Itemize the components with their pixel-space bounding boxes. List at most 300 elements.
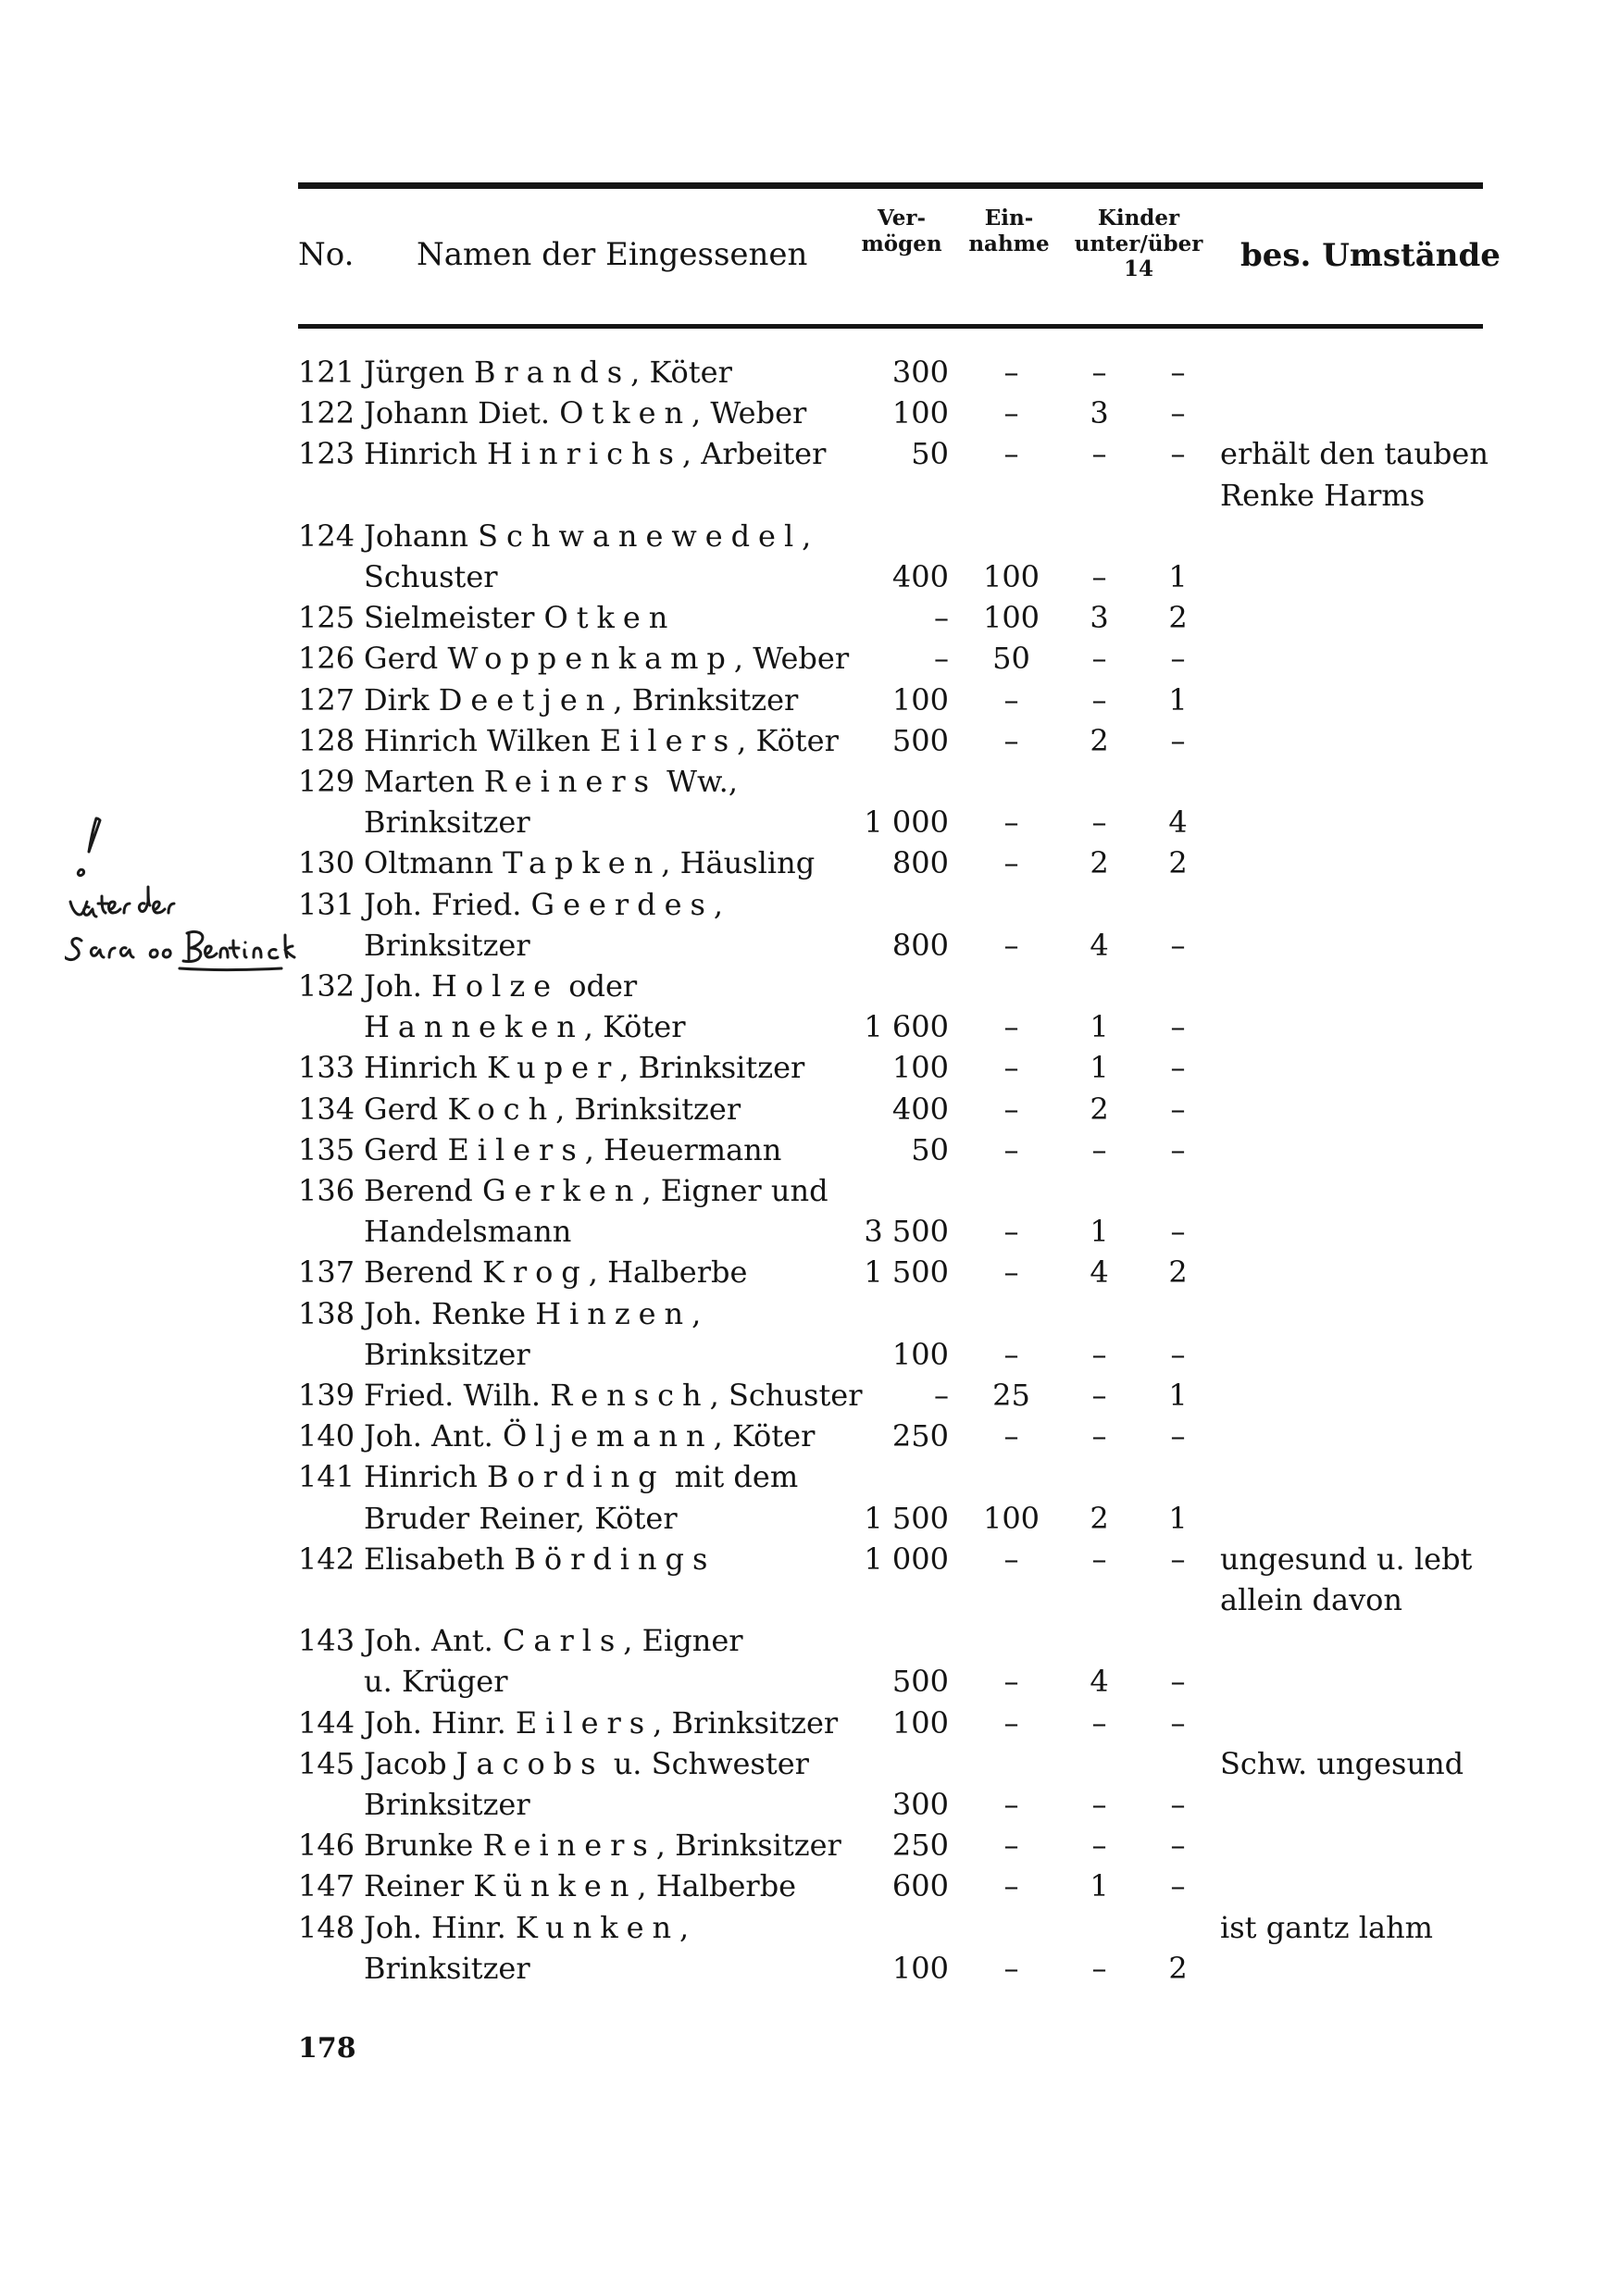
header-umstaende: bes. Umstände [1240,237,1501,274]
table-row [0,1456,1607,1497]
table-row [0,1047,1607,1088]
entry-number: 133 [298,1050,355,1086]
name-text: Gerd [364,1131,448,1167]
surname-spaced: Otken [543,600,677,636]
entry-kinder-ueber-14: – [1170,1050,1186,1086]
header-no: No. [298,236,355,273]
entry-kinder-ueber-14: – [1170,1704,1186,1741]
entry-einnahme: – [1003,1950,1019,1986]
surname-spaced: Krog [481,1254,589,1291]
name-text: Jacob [364,1745,456,1781]
surname-spaced: Rensch [550,1378,710,1413]
entry-name [364,1948,530,1989]
entry-kinder-ueber-14: – [1170,1787,1186,1822]
entry-name [364,1375,863,1416]
entry-einnahme: – [1003,845,1019,881]
entry-number: 125 [298,600,355,636]
name-text: , Halberbe [637,1868,797,1904]
surname-spaced: Bördings [514,1541,716,1577]
entry-number: 137 [298,1254,355,1291]
entry-kinder-unter-14: – [1091,805,1107,841]
surname-spaced: Holze [431,968,560,1004]
entry-number: 132 [298,968,355,1004]
entry-name [364,556,498,597]
entry-name [364,1089,741,1129]
table-row [0,1416,1607,1456]
entry-number: 128 [298,722,355,758]
name-text: Berend [364,1254,482,1291]
entry-vermoegen: 50 [911,436,949,472]
entry-kinder-unter-14: 2 [1090,845,1109,881]
table-row [0,597,1607,638]
entry-umstaende: Schw. ungesund [1220,1745,1464,1781]
entry-kinder-unter-14: – [1091,1131,1107,1167]
name-text: , Weber [691,395,807,431]
entry-name [364,720,839,761]
entry-umstaende: ungesund u. lebt [1220,1541,1473,1577]
entry-kinder-ueber-14: 2 [1168,1950,1188,1986]
name-text: Elisabeth [364,1541,515,1577]
entry-number: 134 [298,1091,355,1127]
entry-kinder-ueber-14: 1 [1168,681,1188,718]
surname-spaced: Eilers [515,1704,654,1741]
entry-einnahme: 100 [982,600,1040,636]
entry-name [364,1252,747,1292]
surname-spaced: Brands [473,355,631,390]
name-text: Fried. Wilh. [364,1378,551,1413]
entry-kinder-ueber-14: – [1170,1664,1186,1700]
entry-name [364,1539,716,1579]
name-text: , [802,518,812,554]
surname-spaced: Reiners [483,764,657,799]
entry-number: 130 [298,845,355,881]
table-row [0,393,1607,433]
entry-name [364,1661,507,1702]
entry-name [364,352,732,393]
entry-name [364,1456,798,1497]
entry-name [364,393,806,433]
table-row [0,720,1607,761]
surname-spaced: Koch [447,1091,556,1127]
entry-name [364,1170,828,1211]
entry-name [364,1047,804,1088]
name-text: Sielmeister [364,600,544,636]
name-text: , Eigner [623,1623,743,1659]
entry-vermoegen: – [934,1378,949,1413]
table-row [0,1620,1607,1661]
entry-einnahme: – [1003,1704,1019,1741]
entry-kinder-ueber-14: – [1170,1336,1186,1372]
entry-kinder-unter-14: – [1091,1541,1107,1577]
name-text: , Schuster [709,1378,863,1413]
surname-spaced: Hanneken [364,1009,584,1045]
name-text: Renke [1220,477,1325,513]
entry-kinder-unter-14: – [1091,1378,1107,1413]
entry-name [364,1416,815,1456]
name-text: Brinksitzer [364,1950,530,1986]
entry-vermoegen: 50 [911,1131,949,1167]
entry-kinder-ueber-14: 1 [1168,1378,1188,1413]
table-row [0,761,1607,802]
entry-number: 139 [298,1378,355,1413]
name-text: , Brinksitzer [619,1050,805,1086]
table-row [0,1334,1607,1375]
entry-name [364,1825,841,1866]
entry-einnahme: – [1003,1787,1019,1822]
entry-name [364,1866,796,1906]
header-vermoegen-line2: mögen [861,231,942,256]
surname-spaced: Künken [473,1868,638,1904]
entry-umstaende: allein davon [1220,1582,1403,1617]
entry-number: 147 [298,1868,355,1904]
entry-einnahme: – [1003,1050,1019,1086]
entry-einnahme: – [1003,722,1019,758]
entry-number: 138 [298,1295,355,1331]
entry-kinder-ueber-14: – [1170,927,1186,963]
entry-kinder-unter-14: – [1091,436,1107,472]
entry-name [364,1006,686,1047]
entry-kinder-unter-14: 1 [1090,1214,1109,1250]
surname-spaced: Kuper [486,1050,620,1086]
name-text: oder [559,968,638,1004]
entry-kinder-ueber-14: – [1170,722,1186,758]
name-text: Handelsmann [364,1214,572,1250]
entry-number: 123 [298,436,355,472]
entry-number: 135 [298,1131,355,1167]
entry-vermoegen: 300 [891,1787,949,1822]
entry-kinder-unter-14: – [1091,681,1107,718]
entry-name [364,597,676,638]
surname-spaced: Otken [559,395,692,431]
entry-kinder-unter-14: 1 [1090,1868,1109,1904]
entry-vermoegen: 400 [891,559,949,594]
entry-name [364,761,738,802]
entry-name [364,516,811,556]
table-row [0,1784,1607,1825]
entry-name [364,1211,571,1252]
entry-number: 129 [298,764,355,799]
table-row [0,516,1607,556]
entry-vermoegen: – [934,600,949,636]
surname-spaced: Geerdes [530,886,714,922]
name-text: , Halberbe [588,1254,748,1291]
name-text: , Arbeiter [681,436,827,472]
entry-number: 136 [298,1173,355,1208]
name-text: , Köter [737,722,839,758]
entry-kinder-unter-14: 3 [1090,600,1109,636]
header-kinder [1069,206,1208,282]
table-row [0,1539,1607,1579]
name-text: , Brinksitzer [613,681,799,718]
name-text: Marten [364,764,484,799]
table-row [0,1375,1607,1416]
entry-kinder-ueber-14: 2 [1168,600,1188,636]
entry-name [364,1293,701,1334]
name-text: Oltmann [364,845,504,881]
header-kinder-line1: Kinder [1097,206,1180,231]
name-text: u. Krüger [364,1664,508,1700]
entry-kinder-ueber-14: 4 [1168,805,1188,841]
entry-einnahme: – [1003,1009,1019,1045]
entry-einnahme: – [1003,1336,1019,1372]
header-einnahme [958,206,1060,256]
name-text: Hinrich [364,1459,487,1495]
surname-spaced: Harms [1324,477,1426,513]
entry-name [364,680,798,720]
name-text: Hinrich [364,1050,487,1086]
entry-kinder-unter-14: – [1091,1787,1107,1822]
entry-vermoegen: – [934,641,949,677]
entry-number: 143 [298,1623,355,1659]
name-text: mit dem [665,1459,799,1495]
name-text: , Häusling [661,845,816,881]
name-text: Gerd [364,1091,448,1127]
surname-spaced: Hinrichs [486,436,682,472]
entry-kinder-ueber-14: – [1170,641,1186,677]
header-vermoegen [850,206,953,256]
name-text: Berend [364,1173,482,1208]
entry-einnahme: 100 [982,1500,1040,1536]
entry-einnahme: – [1003,1868,1019,1904]
entry-kinder-ueber-14: 2 [1168,1254,1188,1291]
entry-umstaende: ist gantz lahm [1220,1909,1434,1945]
entry-einnahme: – [1003,927,1019,963]
table-row [0,1866,1607,1906]
entry-kinder-ueber-14: – [1170,1828,1186,1864]
entry-kinder-unter-14: – [1091,1950,1107,1986]
table-row [0,1579,1607,1620]
entry-einnahme: – [1003,805,1019,841]
name-text: , [713,886,724,922]
name-text: , [679,1909,690,1945]
entry-vermoegen: 1 500 [864,1254,949,1291]
surname-spaced: Carls [502,1623,624,1659]
table-row [0,1498,1607,1539]
name-text: Johann [364,518,479,554]
entry-vermoegen: 1 500 [864,1500,949,1536]
entry-einnahme: – [1003,355,1019,390]
entry-name [364,1703,838,1743]
entry-vermoegen: 100 [891,1950,949,1986]
surname-spaced: Eilers [599,722,738,758]
entry-einnahme: – [1003,1214,1019,1250]
entry-umstaende [1220,475,1425,516]
header-vermoegen-line1: Ver- [877,206,927,231]
table-row [0,1743,1607,1784]
entry-number: 126 [298,641,355,677]
entry-einnahme: 25 [992,1378,1030,1413]
name-text: , Köter [583,1009,686,1045]
table-row [0,1948,1607,1989]
header-kinder-line3: 14 [1123,256,1153,282]
entry-kinder-unter-14: – [1091,1336,1107,1372]
entry-vermoegen: 600 [891,1868,949,1904]
header-bottom-rule [298,324,1483,329]
table-row [0,638,1607,679]
name-text: Joh. Renke [364,1295,536,1331]
name-text: Joh. [364,968,432,1004]
entry-kinder-ueber-14: – [1170,1541,1186,1577]
entry-vermoegen: 800 [891,845,949,881]
entry-kinder-ueber-14: – [1170,1009,1186,1045]
entry-vermoegen: 500 [891,722,949,758]
entry-kinder-ueber-14: 1 [1168,1500,1188,1536]
entry-number: 145 [298,1745,355,1781]
name-text: Schuster [364,559,498,594]
entry-vermoegen: 300 [891,355,949,390]
entry-number: 142 [298,1541,355,1577]
surname-spaced: Schwanewedel [478,518,803,554]
entry-number: 148 [298,1909,355,1945]
surname-spaced: Kunken [515,1909,680,1945]
entry-vermoegen: 1 000 [864,1541,949,1577]
name-text: , Brinksitzer [655,1828,841,1864]
entry-einnahme: – [1003,1828,1019,1864]
table-row [0,1211,1607,1252]
entry-kinder-unter-14: – [1091,1704,1107,1741]
entry-number: 141 [298,1459,355,1495]
entry-kinder-unter-14: 2 [1090,722,1109,758]
name-text: , Weber [733,641,850,677]
entry-vermoegen: 1 000 [864,805,949,841]
table-row [0,680,1607,720]
entry-kinder-unter-14: – [1091,641,1107,677]
entry-name [364,842,815,883]
name-text: Brinksitzer [364,927,530,963]
table-row [0,475,1607,516]
table-row [0,556,1607,597]
surname-spaced: Hinzen [535,1295,692,1331]
entry-number: 131 [298,886,355,922]
entry-name [364,1743,809,1784]
surname-spaced: Eilers [447,1131,585,1167]
page-number: 178 [298,2032,356,2065]
name-text: u. Schwester [604,1745,809,1781]
entry-kinder-ueber-14: – [1170,355,1186,390]
entry-kinder-ueber-14: – [1170,1214,1186,1250]
name-text: Hinrich Wilken [364,722,600,758]
entry-vermoegen: 250 [891,1828,949,1864]
entry-vermoegen: 3 500 [864,1214,949,1250]
entry-einnahme: – [1003,1254,1019,1291]
name-text: Joh. Ant. [364,1418,503,1454]
entry-vermoegen: 800 [891,927,949,963]
entry-name [364,966,637,1006]
entry-name [364,1620,743,1661]
entry-kinder-ueber-14: – [1170,436,1186,472]
entry-vermoegen: 100 [891,1704,949,1741]
entry-name [364,884,723,925]
entry-einnahme: – [1003,436,1019,472]
entry-name [364,1784,530,1825]
table-row [0,1089,1607,1129]
entry-vermoegen: 100 [891,1050,949,1086]
surname-spaced: Bording [486,1459,666,1495]
entry-number: 144 [298,1704,355,1741]
surname-spaced: Tapken [503,845,662,881]
name-text: Jürgen [364,355,474,390]
entry-kinder-unter-14: 4 [1090,1254,1109,1291]
entry-kinder-unter-14: – [1091,1418,1107,1454]
table-row [0,1703,1607,1743]
entry-kinder-unter-14: 1 [1090,1009,1109,1045]
entry-name [364,802,530,842]
entry-number: 140 [298,1418,355,1454]
entry-vermoegen: 100 [891,681,949,718]
entry-kinder-ueber-14: – [1170,1868,1186,1904]
entry-umstaende: erhält den tauben [1220,436,1489,472]
table-row [0,1170,1607,1211]
entry-einnahme: 50 [992,641,1030,677]
name-text: Brunke [364,1828,483,1864]
table-row [0,1661,1607,1702]
entry-kinder-unter-14: 4 [1090,927,1109,963]
name-text: Joh. Hinr. [364,1704,516,1741]
entry-name [364,1334,530,1375]
entry-einnahme: – [1003,395,1019,431]
surname-spaced: Reiners [482,1828,656,1864]
entry-vermoegen: 250 [891,1418,949,1454]
entry-name [364,1129,781,1170]
entry-number: 127 [298,681,355,718]
entry-number: 124 [298,518,355,554]
entry-vermoegen: 1 600 [864,1009,949,1045]
entry-einnahme: – [1003,1131,1019,1167]
entry-kinder-ueber-14: – [1170,395,1186,431]
entry-kinder-unter-14: – [1091,1828,1107,1864]
name-text: Gerd [364,641,448,677]
entry-name [364,1907,689,1948]
entry-kinder-ueber-14: – [1170,1131,1186,1167]
entry-number: 121 [298,355,355,390]
table-row [0,433,1607,474]
handwritten-margin-note [65,805,343,991]
name-text: Reiner [364,1868,474,1904]
table-row [0,1006,1607,1047]
entry-einnahme: – [1003,1091,1019,1127]
entry-kinder-ueber-14: – [1170,1091,1186,1127]
header-einnahme-line1: Ein- [984,206,1034,231]
entry-einnahme: – [1003,681,1019,718]
name-text: Joh. Ant. [364,1623,503,1659]
surname-spaced: Öljemann [502,1418,714,1454]
entry-kinder-unter-14: 3 [1090,395,1109,431]
entry-number: 146 [298,1828,355,1864]
entry-kinder-ueber-14: 2 [1168,845,1188,881]
header-top-rule [298,182,1483,189]
surname-spaced: Deetjen [438,681,614,718]
entry-name [364,433,826,474]
entry-kinder-ueber-14: – [1170,1418,1186,1454]
entry-einnahme: – [1003,1664,1019,1700]
header-kinder-line2: unter/über [1074,231,1203,256]
table-row [0,1129,1607,1170]
surname-spaced: Gerken [481,1173,642,1208]
name-text: , [691,1295,702,1331]
name-text: Ww., [656,764,738,799]
table-row [0,1825,1607,1866]
name-text: , Brinksitzer [653,1704,839,1741]
entry-kinder-unter-14: 2 [1090,1500,1109,1536]
entry-vermoegen: 100 [891,1336,949,1372]
entry-kinder-unter-14: – [1091,559,1107,594]
entry-vermoegen: 100 [891,395,949,431]
header-names: Namen der Eingessenen [417,236,808,273]
entry-name [364,638,849,679]
name-text: , Eigner und [642,1173,828,1208]
name-text: Brinksitzer [364,1787,530,1822]
name-text: Bruder Reiner, Köter [364,1500,678,1536]
